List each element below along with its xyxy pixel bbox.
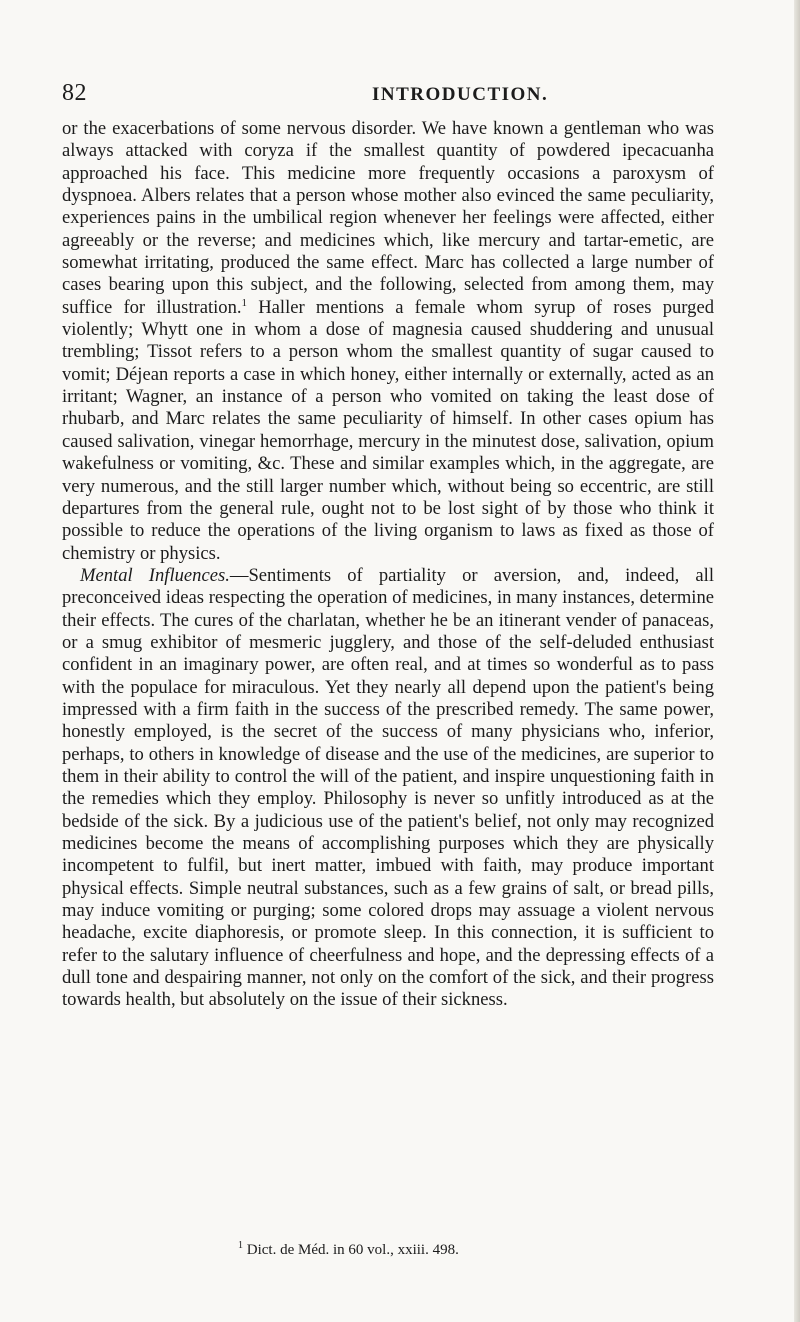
- body-text: [62, 118, 714, 1012]
- footnote: [238, 1237, 459, 1259]
- footnote-text: Dict. de Méd. in 60 vol., xxiii. 498.: [243, 1242, 459, 1258]
- page-number: 82: [62, 80, 87, 106]
- paragraph-mental-influences: [62, 565, 714, 1012]
- running-head: [62, 80, 714, 108]
- paragraph-idiosyncrasy: [62, 118, 714, 565]
- footnote-reference: 1: [241, 296, 248, 309]
- footnote-mark: 1: [238, 1240, 243, 1251]
- paragraph-text: —Sentiments of partiality or aversion, and, indeed, all preconceived ideas respecting the operation of medicines, in many instances, determine their effects. The cures of the charlatan, whether he be an itinerant vender of panaceas, or a smug exhibitor of mesmeric jugglery, and those of the self-deluded enthusiast confident in an imaginary power, are often real, and at times so wonderful as to pass with the populace for miraculous. Yet they nearly all depend upon the patient's being impressed with a firm faith in the success of the prescribed remedy. The same power, honestly employed, is the secret of the success of many physicians who, inferior, perhaps, to others in knowledge of disease and the use of the medicines, are superior to them in their ability to control the will of the patient, and inspire unquestioning faith in the remedies which they employ. Philosophy is never so unfitly introduced as at the bedside of the sick. By a judicious use of the patient's belief, not only may recognized medicines become the means of accomplishing purposes which they are physically incompetent to fulfil, but inert matter, imbued with faith, may produce important physical effects. Simple neutral substances, such as a few grains of salt, or bread pills, may induce vomiting or purging; some colored drops may assuage a violent nervous headache, excite diaphoresis, or promote sleep. In this connection, it is sufficient to refer to the salutary influence of cheerfulness and hope, and the depressing effects of a dull tone and despairing manner, not only on the comfort of the sick, and their progress towards health, but absolutely on the issue of their sickness.: [62, 564, 715, 1011]
- section-heading: Mental Influences.: [80, 564, 230, 586]
- paragraph-text-continued: Haller mentions a female whom syrup of roses purged violently; Whytt one in whom a dose of magnesia caused shuddering and unusual trembling; Tissot refers to a person whom the smallest quantity of sugar caused to vomit; Déjean reports a case in which honey, either internally or externally, acted as an irritant; Wagner, an instance of a person who vomited on taking the least dose of rhubarb, and Marc relates the same peculiarity of himself. In other cases opium has caused salivation, vinegar hemorrhage, mercury in the minutest dose, salivation, opium wakefulness or vomiting, &c. These and similar examples which, in the aggregate, are very numerous, and the still larger number which, without being so eccentric, are still departures from the general rule, ought not to be lost sight of by those who think it possible to reduce the operations of the living organism to laws as fixed as those of chemistry or physics.: [62, 296, 714, 564]
- paragraph-text: or the exacerbations of some nervous disorder. We have known a gentleman who was always attacked with coryza if the smallest quantity of powdered ipecacuanha approached his face. This medicine more frequently occasions a paroxysm of dyspnoea. Albers relates that a person whose mother also evinced the same peculiarity, experiences pains in the umbilical region whenever her feelings were affected, either agreeably or the reverse; and medicines which, like mercury and tartar-emetic, are somewhat irritating, produced the same effect. Marc has collected a large number of cases bearing upon this subject, and the following, selected from among them, may suffice for illustration.: [62, 118, 714, 318]
- page-edge: [794, 0, 800, 1322]
- running-title: INTRODUCTION.: [372, 84, 549, 105]
